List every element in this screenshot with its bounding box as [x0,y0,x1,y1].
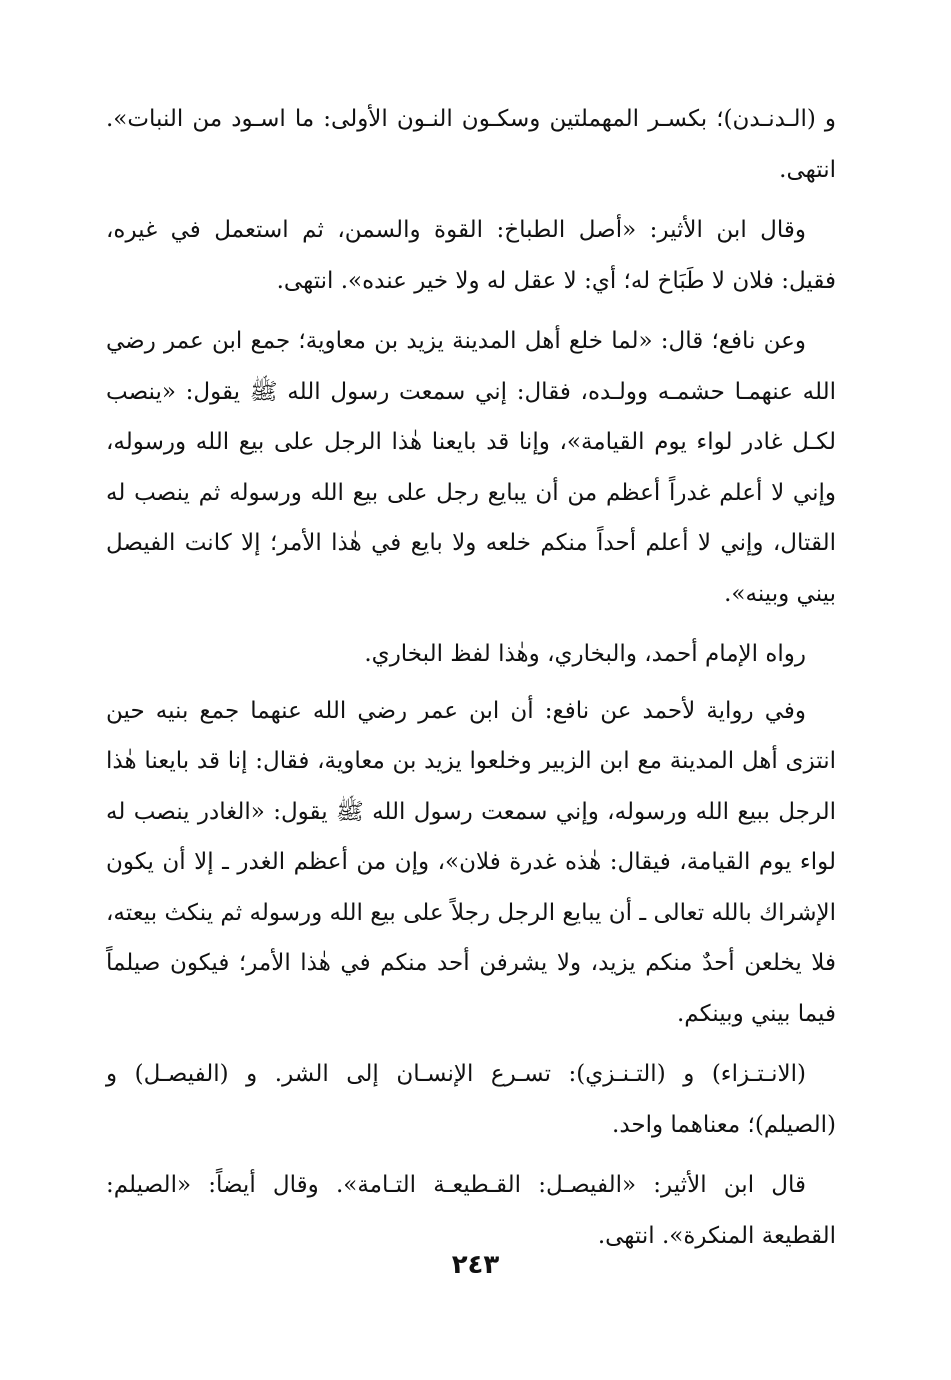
paragraph-intiza-definition: (الانـتـزاء) و (التـنـزي): تسـرع الإنسـان إلى الشر. و (الفيصـل) و (الصيلم)؛ معناهما واحد. [106,1061,836,1138]
paragraph-dandan-definition: و (الـدنـدن)؛ بكسـر المهملتين وسكـون النـون الأولى: ما اسـود من النبات». انتهى. [106,106,836,183]
paragraph-nafi-narration: وعن نافع؛ قال: «لما خلع أهل المدينة يزيد بن معاوية؛ جمع ابن عمر رضي الله عنهمـا حشمـه وولـده، فقال: إني سمعت رسول الله ﷺ يقول: «ينصب لكـل غادر لواء يوم القيامة»، وإنا قد بايعنا هٰذا الرجل على بيع الله ورسوله، وإني لا أعلم غدراً أعظم من أن يبايع رجل على بيع الله ورسوله ثم ينصب له القتال، وإني لا أعلم أحداً منكم خلعه ولا بايع في هٰذا الأمر؛ إلا كانت الفيصل بيني وبينه». [106,328,836,607]
paragraph-faisal-definition: قال ابن الأثير: «الفيصـل: القـطيعـة التـامة». وقال أيضاً: «الصيلم: القطيعة المنكرة». انتهى. [106,1172,836,1249]
page-number: ٢٤٣ [451,1250,500,1280]
paragraph-ibn-athir-tabakh: وقال ابن الأثير: «أصل الطباخ: القوة والسمن، ثم استعمل في غيره، فقيل: فلان لا طَبَاخ له؛ أي: لا عقل له ولا خير عنده». انتهى. [106,217,836,294]
paragraph-ahmad-narration: وفي رواية لأحمد عن نافع: أن ابن عمر رضي الله عنهما جمع بنيه حين انتزى أهل المدينة مع ابن الزبير وخلعوا يزيد بن معاوية، فقال: إنا قد بايعنا هٰذا الرجل ببيع الله ورسوله، وإني سمعت رسول الله ﷺ يقول: «الغادر ينصب له لواء يوم القيامة، فيقال: هٰذه غدرة فلان»، وإن من أعظم الغدر ـ إلا أن يكون الإشراك بالله تعالى ـ أن يبايع الرجل رجلاً على بيع الله ورسوله ثم ينكث بيعته، فلا يخلعن أحدٌ منكم يزيد، ولا يشرفن أحد منكم في هٰذا الأمر؛ فيكون صيلماً فيما بيني وبينكم. [106,697,836,1027]
paragraph-citation: رواه الإمام أحمد، والبخاري، وهٰذا لفظ البخاري. [364,641,806,667]
body-text [106,94,836,1271]
